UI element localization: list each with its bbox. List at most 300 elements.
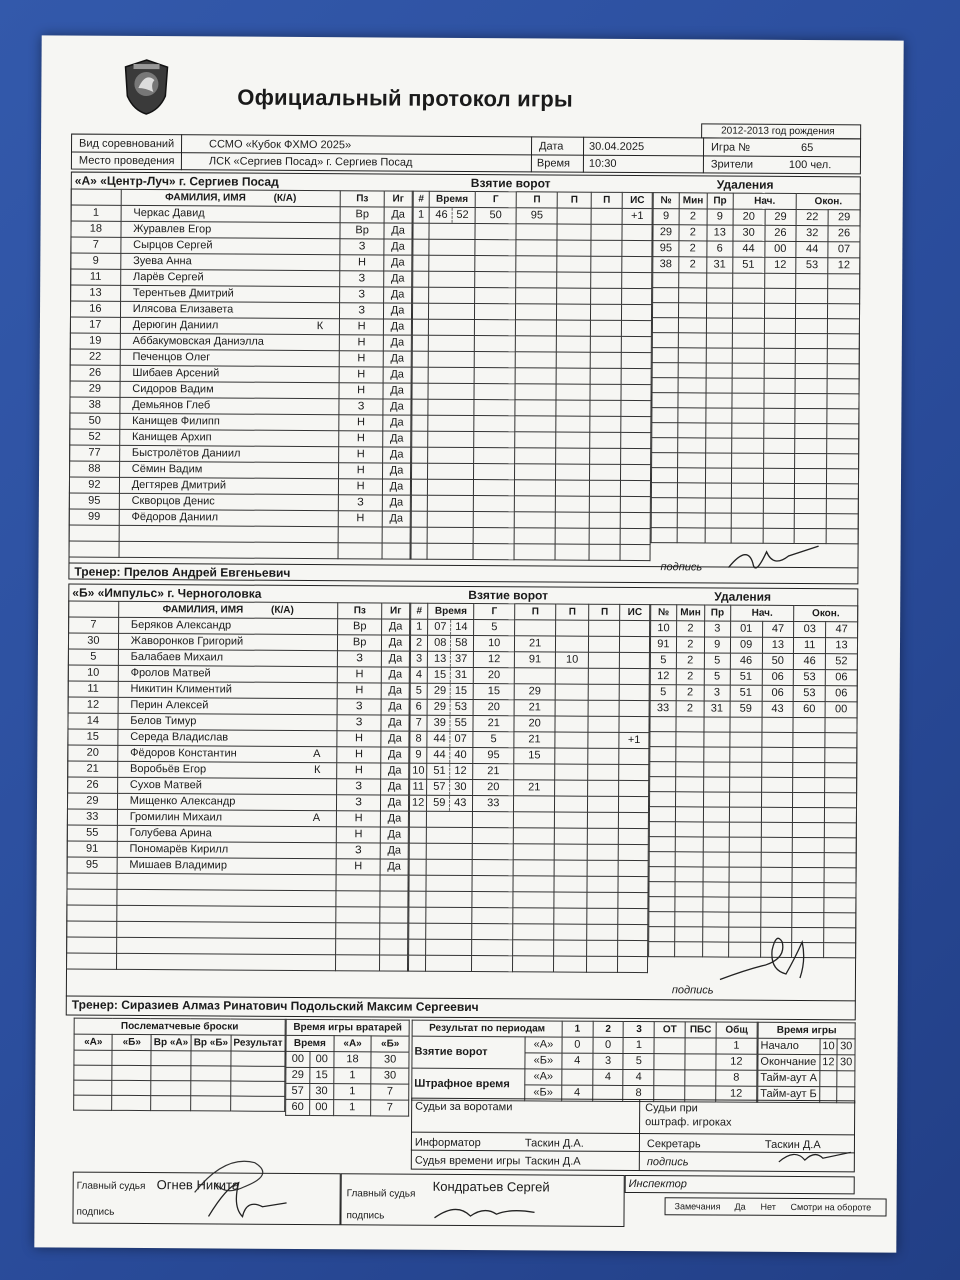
player-played: Да bbox=[381, 651, 409, 667]
penalty-min bbox=[675, 927, 703, 942]
player-name bbox=[117, 889, 337, 906]
assist-2 bbox=[556, 432, 589, 448]
penalty-no bbox=[652, 348, 678, 363]
penalty-min bbox=[675, 777, 703, 792]
goal-second: 07 bbox=[450, 732, 471, 747]
penalty-pr bbox=[703, 867, 729, 882]
penalty-es: 00 bbox=[825, 702, 857, 718]
player-position bbox=[336, 875, 380, 891]
penalty-es: 12 bbox=[828, 258, 860, 274]
penalty-no: 12 bbox=[650, 669, 676, 685]
player-position: Н bbox=[337, 667, 381, 683]
penalty-min bbox=[675, 807, 703, 822]
pz-column-header: Пз bbox=[340, 191, 384, 207]
goal-row bbox=[413, 239, 652, 256]
player-name bbox=[118, 697, 338, 714]
assist-3 bbox=[588, 748, 619, 764]
informer-label: Информатор bbox=[414, 1136, 481, 1150]
penalty-es bbox=[826, 529, 858, 544]
penalty-row bbox=[650, 777, 857, 793]
player-name bbox=[119, 445, 339, 462]
penalty-sm bbox=[732, 378, 764, 393]
penalty-pr: 3 bbox=[704, 685, 730, 701]
penalty-em bbox=[792, 897, 824, 912]
penalty-pr bbox=[704, 747, 730, 762]
goal-row bbox=[409, 811, 648, 828]
player-position: Н bbox=[340, 255, 384, 271]
penalty-es: 13 bbox=[826, 638, 858, 654]
time-value: 10:30 bbox=[588, 157, 617, 170]
goal-situation bbox=[619, 796, 649, 812]
penalty-row bbox=[653, 257, 860, 274]
penalty-pr: 5 bbox=[704, 653, 730, 669]
goal-row bbox=[409, 923, 648, 940]
player-name bbox=[117, 809, 337, 826]
goal-row bbox=[413, 255, 652, 272]
goalie-b-col: «Б» bbox=[371, 1036, 409, 1052]
penalty-no bbox=[649, 807, 675, 822]
player-name bbox=[119, 493, 339, 510]
assist-1 bbox=[513, 828, 554, 844]
penalty-ss bbox=[763, 468, 795, 483]
player-position bbox=[336, 955, 380, 971]
penalty-es bbox=[828, 289, 860, 304]
player-name bbox=[117, 761, 337, 778]
game-number-value: 65 bbox=[800, 142, 814, 155]
secretary-signature bbox=[775, 1140, 855, 1170]
penalty-no bbox=[649, 867, 675, 882]
player-played: Да bbox=[381, 795, 409, 811]
penalty-em bbox=[795, 498, 827, 513]
player-name-text: Ларёв Сергей bbox=[132, 270, 204, 284]
penalty-no bbox=[652, 438, 678, 453]
goal-minute: 57 bbox=[433, 780, 446, 793]
game-time-label: Начало bbox=[758, 1038, 820, 1054]
assist-3 bbox=[590, 304, 622, 320]
penalty-sm: 01 bbox=[730, 621, 762, 637]
penalty-sm bbox=[729, 762, 761, 777]
goal-minute: 29 bbox=[433, 700, 447, 713]
goal-row bbox=[412, 367, 651, 384]
venue-label: Место проведения bbox=[78, 154, 175, 168]
penalty-sm bbox=[730, 717, 762, 732]
team-b-goals-title: Взятие ворот bbox=[468, 587, 549, 603]
penalty-min bbox=[678, 423, 706, 438]
player-played: Да bbox=[381, 715, 409, 731]
player-name bbox=[118, 729, 338, 746]
penalty-ss bbox=[764, 303, 796, 318]
player-name bbox=[118, 681, 338, 698]
player-position: З bbox=[339, 399, 383, 415]
goal-scorer: 20 bbox=[474, 668, 515, 684]
goal-row bbox=[413, 207, 652, 224]
assist-3 bbox=[590, 320, 622, 336]
assist-3-header: П bbox=[589, 604, 620, 620]
goal-situation bbox=[622, 304, 652, 320]
pen-start-header: Нач. bbox=[733, 193, 797, 209]
penalty-ss bbox=[764, 318, 796, 333]
goal-row bbox=[409, 891, 648, 908]
player-played: Да bbox=[382, 511, 410, 527]
assist-2 bbox=[555, 796, 588, 812]
player-name bbox=[120, 381, 340, 398]
period-value: 5 bbox=[623, 1053, 654, 1069]
penalty-em bbox=[792, 852, 824, 867]
period-value: 4 bbox=[562, 1085, 593, 1101]
penalty-min: 2 bbox=[676, 701, 704, 717]
penalty-ss bbox=[760, 882, 792, 897]
game-time-label: Тайм-аут Б bbox=[758, 1086, 820, 1102]
penalty-no: 95 bbox=[653, 241, 679, 257]
goal-situation bbox=[621, 448, 651, 464]
assist-2 bbox=[557, 320, 590, 336]
goal-row bbox=[412, 415, 651, 432]
assist-1-header: П bbox=[515, 604, 556, 620]
assist-2 bbox=[554, 860, 587, 876]
penalty-min bbox=[678, 333, 706, 348]
penalty-ss bbox=[761, 717, 793, 732]
assist-2 bbox=[557, 272, 590, 288]
goalie-time-a: 1 bbox=[334, 1068, 372, 1084]
penalty-sm bbox=[731, 423, 763, 438]
player-name-text: Дерюгин Даниил bbox=[132, 318, 219, 332]
goal-situation-header: ИС bbox=[622, 192, 652, 208]
goalie-time-a: 18 bbox=[334, 1052, 372, 1068]
penalty-es bbox=[825, 718, 857, 733]
player-played: Да bbox=[384, 255, 412, 271]
player-name-text bbox=[119, 875, 129, 887]
penalty-pr bbox=[705, 438, 731, 453]
penalty-ss bbox=[761, 867, 793, 882]
assist-2 bbox=[556, 636, 589, 652]
goal-time bbox=[429, 207, 475, 223]
penalty-pr: 5 bbox=[704, 669, 730, 685]
penalty-ss bbox=[763, 438, 795, 453]
player-played: Да bbox=[380, 811, 408, 827]
penalty-row bbox=[652, 378, 859, 394]
player-position: Н bbox=[339, 367, 383, 383]
goal-row bbox=[412, 463, 651, 480]
penalty-sm: 44 bbox=[733, 241, 765, 257]
player-position: З bbox=[340, 303, 384, 319]
goal-scorer bbox=[475, 256, 516, 272]
player-name bbox=[119, 477, 339, 494]
goal-time bbox=[427, 511, 473, 527]
game-time-second bbox=[837, 1071, 855, 1087]
penalty-em: 53 bbox=[794, 669, 826, 685]
penalty-em bbox=[795, 453, 827, 468]
penalty-pr bbox=[703, 912, 729, 927]
goal-situation bbox=[621, 352, 651, 368]
captain-mark: А bbox=[312, 812, 321, 825]
player-number bbox=[67, 905, 117, 921]
penalty-em bbox=[793, 762, 825, 777]
player-played: Да bbox=[382, 635, 410, 651]
penalty-sm bbox=[729, 837, 761, 852]
player-played: Да bbox=[383, 383, 411, 399]
penalty-ss bbox=[763, 513, 795, 528]
period-team-label: «Б» bbox=[525, 1053, 562, 1069]
assist-2 bbox=[556, 464, 589, 480]
goal-situation bbox=[618, 956, 648, 972]
secretary-label: Секретарь bbox=[646, 1138, 701, 1151]
player-position: Н bbox=[340, 319, 384, 335]
player-name bbox=[119, 541, 339, 558]
goal-row bbox=[412, 303, 651, 320]
team-b-coach: Тренер: Сиразиев Алмаз Ринатович Подольский Максим Сергеевич bbox=[71, 997, 479, 1015]
assist-2-header: П bbox=[558, 192, 591, 208]
penalty-pr: 9 bbox=[707, 209, 733, 225]
assist-1 bbox=[514, 668, 555, 684]
period-value: 4 bbox=[623, 1069, 654, 1085]
goalie-time-s: 00 bbox=[310, 1052, 334, 1068]
goal-row bbox=[412, 335, 651, 352]
inspector-label: Инспектор bbox=[628, 1177, 687, 1191]
penalty-pr bbox=[705, 513, 731, 528]
player-played: Да bbox=[381, 667, 409, 683]
player-name bbox=[118, 713, 338, 730]
goal-situation bbox=[621, 384, 651, 400]
penalty-min bbox=[678, 438, 706, 453]
goal-time bbox=[428, 635, 474, 651]
player-number: 11 bbox=[68, 681, 118, 697]
assist-1 bbox=[515, 384, 556, 400]
goal-situation: +1 bbox=[622, 208, 652, 224]
team-a-roster-table bbox=[69, 189, 413, 560]
assist-3 bbox=[590, 336, 622, 352]
goal-minute: 51 bbox=[433, 764, 446, 777]
penalty-es bbox=[826, 514, 858, 529]
player-played: Да bbox=[383, 431, 411, 447]
goal-scorer bbox=[475, 240, 516, 256]
player-position: З bbox=[337, 715, 381, 731]
assist-3 bbox=[590, 416, 622, 432]
goal-number bbox=[411, 527, 427, 543]
assist-2 bbox=[556, 528, 589, 544]
penalty-sm bbox=[732, 318, 764, 333]
penalty-min bbox=[677, 498, 705, 513]
team-a-goals-title: Взятие ворот bbox=[470, 176, 551, 191]
goal-scorer: 21 bbox=[473, 764, 514, 780]
penalty-pr bbox=[706, 408, 732, 423]
assist-2 bbox=[554, 892, 587, 908]
goal-number bbox=[411, 543, 427, 559]
goal-number bbox=[409, 955, 426, 971]
penalty-pr bbox=[706, 318, 732, 333]
goal-row bbox=[411, 619, 650, 636]
player-name bbox=[119, 461, 339, 478]
assist-2 bbox=[557, 288, 590, 304]
goalie-time-row bbox=[286, 1083, 409, 1100]
assist-1 bbox=[515, 336, 556, 352]
goal-number bbox=[412, 335, 428, 351]
penalty-es bbox=[827, 439, 859, 454]
penalty-sm bbox=[729, 867, 761, 882]
penalty-pr: 3 bbox=[704, 621, 730, 637]
assist-3 bbox=[588, 732, 619, 748]
assist-3 bbox=[590, 352, 622, 368]
team-b-title: «Б» «Импульс» г. Черноголовка bbox=[72, 585, 262, 601]
penalty-sm: 51 bbox=[730, 669, 762, 685]
goal-minute: 13 bbox=[433, 652, 447, 665]
competition-value: ССМО «Кубок ФХМО 2025» bbox=[209, 138, 352, 152]
goal-time bbox=[428, 287, 474, 303]
goalie-time-m: 00 bbox=[286, 1051, 310, 1067]
assist-1 bbox=[515, 620, 556, 636]
penalty-em bbox=[793, 822, 825, 837]
assist-1 bbox=[515, 352, 556, 368]
goal-row bbox=[409, 875, 648, 892]
goal-time bbox=[429, 223, 475, 239]
penalty-no bbox=[649, 852, 675, 867]
goal-scorer bbox=[472, 844, 513, 860]
penalty-pr bbox=[706, 393, 732, 408]
player-name-text bbox=[121, 543, 131, 555]
goal-row bbox=[410, 699, 649, 716]
game-time-table bbox=[757, 1022, 855, 1104]
penalty-sm bbox=[730, 747, 762, 762]
penalty-es bbox=[825, 778, 857, 793]
player-position: Н bbox=[337, 827, 381, 843]
assist-3 bbox=[590, 432, 622, 448]
period-total-col: Общ bbox=[716, 1022, 757, 1038]
assist-1 bbox=[514, 512, 555, 528]
goalie-time-b: 30 bbox=[371, 1052, 409, 1068]
goal-time bbox=[429, 255, 475, 271]
player-played: Да bbox=[381, 763, 409, 779]
penalty-row bbox=[653, 273, 860, 289]
penalty-pr bbox=[706, 348, 732, 363]
penalty-no bbox=[651, 483, 677, 498]
penalty-row bbox=[650, 717, 857, 733]
assist-3 bbox=[590, 384, 622, 400]
goal-scorer: 15 bbox=[473, 684, 514, 700]
goal-row bbox=[409, 907, 648, 924]
period-value: 12 bbox=[716, 1086, 757, 1102]
assist-2 bbox=[554, 908, 587, 924]
penalty-sm bbox=[729, 807, 761, 822]
penalty-ss bbox=[764, 348, 796, 363]
assist-1 bbox=[514, 764, 555, 780]
penalty-row bbox=[651, 468, 858, 484]
penalty-es: 07 bbox=[828, 242, 860, 258]
goal-situation bbox=[620, 684, 650, 700]
period-row-label: Взятие ворот bbox=[412, 1036, 525, 1069]
assist-1 bbox=[516, 272, 557, 288]
assist-3 bbox=[589, 480, 621, 496]
goal-scorer bbox=[474, 416, 515, 432]
goalie-time-s: 15 bbox=[310, 1068, 334, 1084]
player-played: Да bbox=[383, 447, 411, 463]
goal-scorer: 50 bbox=[475, 208, 516, 224]
assist-3 bbox=[588, 828, 619, 844]
goal-number bbox=[412, 431, 428, 447]
penalty-row bbox=[651, 498, 858, 514]
player-name bbox=[120, 349, 340, 366]
goal-scorer bbox=[473, 812, 514, 828]
game-time-row bbox=[758, 1054, 855, 1071]
team-b-coach-signature bbox=[716, 930, 826, 991]
penalty-no bbox=[650, 747, 676, 762]
main-referee-1-signature bbox=[202, 1176, 292, 1225]
penalty-min: 2 bbox=[676, 685, 704, 701]
player-played: Да bbox=[381, 747, 409, 763]
penalty-pr bbox=[705, 468, 731, 483]
goalie-time-row bbox=[286, 1051, 409, 1068]
penalty-em bbox=[793, 717, 825, 732]
player-name bbox=[118, 617, 338, 634]
goal-situation bbox=[622, 336, 652, 352]
goal-second: 53 bbox=[450, 700, 471, 715]
penalty-sm bbox=[730, 732, 762, 747]
game-time-title: Время игры bbox=[758, 1022, 855, 1039]
goal-row bbox=[411, 527, 650, 544]
assist-2 bbox=[557, 240, 590, 256]
goal-row bbox=[410, 747, 649, 764]
assist-2 bbox=[557, 304, 590, 320]
penalty-pr: 13 bbox=[707, 225, 733, 241]
goal-scorer bbox=[474, 352, 515, 368]
player-name-text bbox=[119, 955, 129, 967]
goalie-time-row bbox=[286, 1099, 409, 1116]
penalty-sm bbox=[732, 363, 764, 378]
goal-number: 6 bbox=[410, 699, 427, 715]
player-position: Н bbox=[339, 431, 383, 447]
goal-time bbox=[426, 891, 472, 907]
player-name-text: Канищев Филипп bbox=[132, 414, 220, 428]
penalty-row bbox=[650, 653, 857, 670]
assist-3 bbox=[588, 796, 619, 812]
penalty-ss bbox=[764, 378, 796, 393]
player-name-text bbox=[121, 527, 131, 539]
assist-2 bbox=[554, 812, 587, 828]
assist-1-header: П bbox=[516, 192, 557, 208]
assist-1: 20 bbox=[514, 716, 555, 732]
period-value bbox=[562, 1069, 593, 1085]
penalty-row bbox=[650, 669, 857, 686]
penalty-ss bbox=[761, 807, 793, 822]
player-name-text: Сухов Матвей bbox=[129, 778, 202, 792]
goalie-time-a: 1 bbox=[333, 1100, 371, 1116]
game-time-minute: 12 bbox=[820, 1055, 838, 1071]
goal-second: 12 bbox=[449, 764, 470, 779]
penalty-row bbox=[653, 209, 860, 226]
assist-1 bbox=[516, 256, 557, 272]
player-played: Да bbox=[380, 843, 408, 859]
goal-number: 8 bbox=[410, 731, 427, 747]
goalie-time-m: 29 bbox=[286, 1067, 310, 1083]
period-team-label: «Б» bbox=[525, 1085, 562, 1101]
penalty-row bbox=[649, 882, 856, 898]
remarks-see-back: Смотри на обороте bbox=[790, 1201, 872, 1213]
goal-time bbox=[426, 859, 472, 875]
player-position: Н bbox=[336, 859, 380, 875]
goal-minute: 08 bbox=[434, 636, 447, 649]
goal-scorer bbox=[474, 304, 515, 320]
assist-2 bbox=[557, 256, 590, 272]
page-title: Официальный протокол игры bbox=[237, 84, 573, 112]
penalty-no bbox=[651, 468, 677, 483]
goal-situation bbox=[619, 700, 649, 716]
assist-1: 21 bbox=[514, 780, 555, 796]
team-a-coach: Тренер: Прелов Андрей Евгеньевич bbox=[74, 564, 291, 580]
assist-2 bbox=[556, 496, 589, 512]
period-row bbox=[412, 1036, 757, 1054]
goal-time bbox=[427, 747, 473, 763]
player-position: Вр bbox=[338, 635, 382, 651]
player-position: З bbox=[336, 843, 380, 859]
assist-1 bbox=[513, 940, 554, 956]
